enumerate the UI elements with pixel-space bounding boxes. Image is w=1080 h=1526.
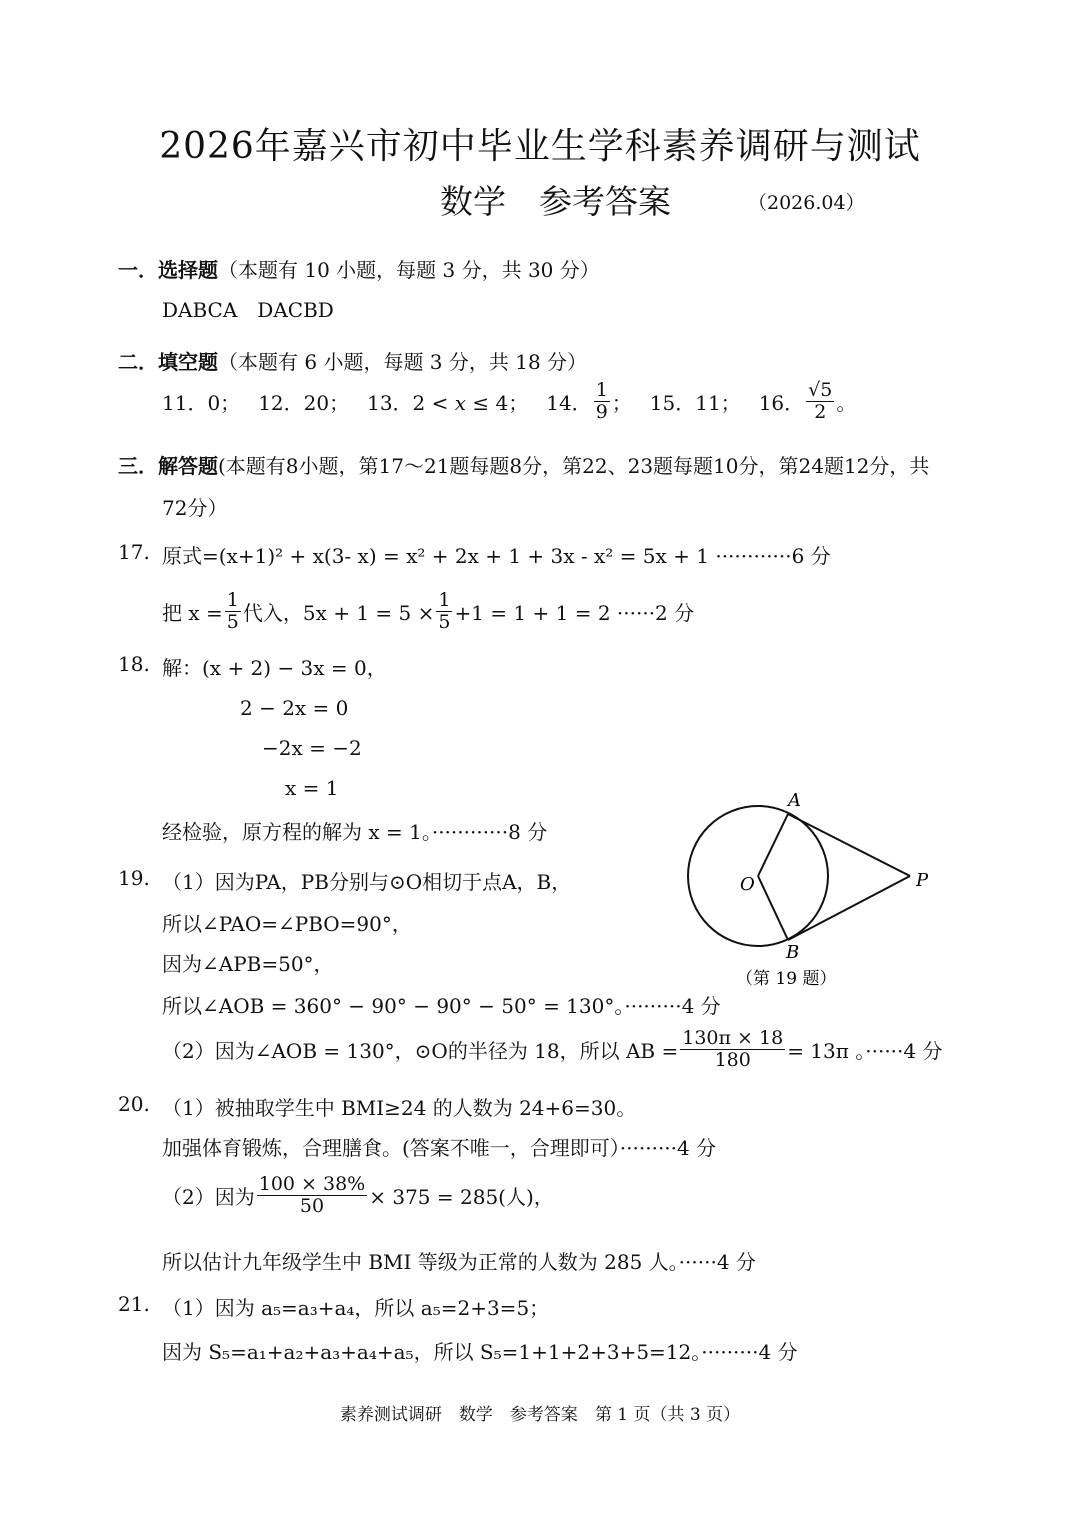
point-o-label: O — [740, 874, 755, 895]
point-a-label: A — [788, 790, 801, 811]
radius-oa — [758, 814, 788, 876]
q18-line4: x = 1 — [285, 776, 339, 800]
q18-line5: 经检验，原方程的解为 x = 1。············8 分 — [162, 820, 548, 844]
q17-label: 17. — [118, 540, 150, 564]
section1-answers: DABCA DACBD — [162, 298, 334, 322]
answer-14 — [546, 380, 632, 423]
figure-caption: （第 19 题） — [736, 969, 837, 989]
q20-p2 — [162, 1174, 554, 1217]
answer-16-post: 。 — [836, 390, 857, 415]
answer-16-pre: 16． — [758, 390, 805, 415]
tangent-pb — [788, 876, 910, 940]
section3-title — [118, 450, 929, 479]
q17-fraction-2-den: 5 — [438, 610, 451, 633]
section3-note-line2: 72分） — [162, 496, 228, 520]
section3-heading: 三．解答题 — [118, 454, 218, 478]
answer-16-num: √5 — [808, 379, 833, 401]
q21-line1: （1）因为 a₅=a₃+a₄，所以 a₅=2+3=5； — [162, 1296, 550, 1320]
section2-note: （本题有 6 小题，每题 3 分，共 18 分） — [218, 350, 588, 374]
q19-p1-line1: （1）因为PA，PB分别与⊙O相切于点A，B， — [162, 870, 572, 894]
section2-heading: 二．填空题 — [118, 350, 218, 374]
radius-ob — [758, 876, 788, 940]
answer-14-num: 1 — [595, 379, 608, 401]
q19-figure — [670, 780, 950, 1000]
q20-p2-pre: （2）因为 — [162, 1184, 255, 1209]
q19-label: 19. — [118, 866, 150, 890]
page-footer: 素养测试调研 数学 参考答案 第 1 页（共 3 页） — [339, 1405, 741, 1425]
answer-13-post: ≤ 4； — [466, 390, 529, 415]
q17-fraction-2 — [436, 590, 452, 633]
answer-12: 12．20； — [258, 390, 350, 415]
q18-line3: −2x = −2 — [262, 736, 362, 760]
answer-16-fraction — [806, 380, 834, 423]
q17-line1: 原式=(x+1)² + x(3- x) = x² + 2x + 1 + 3x - x² = 5x + 1 ············6 分 — [162, 544, 831, 568]
q20-p1-line2: 加强体育锻炼，合理膳食。(答案不唯一，合理即可）·········4 分 — [162, 1136, 717, 1160]
q20-p1-line1: （1）被抽取学生中 BMI≥24 的人数为 24+6=30。 — [162, 1096, 637, 1120]
q17-fraction-1-num: 1 — [226, 589, 239, 611]
q17-line2 — [162, 590, 694, 633]
answer-15: 15．11； — [649, 390, 741, 415]
q18-line1: 解：(x + 2) − 3x = 0， — [162, 656, 387, 680]
q17-line2-post: +1 = 1 + 1 = 2 ······2 分 — [454, 600, 695, 625]
q19-fraction-den: 180 — [714, 1048, 751, 1071]
q19-p1-line3: 因为∠APB=50°， — [162, 952, 334, 976]
answer-16-den: 2 — [814, 400, 827, 423]
answer-14-fraction — [594, 380, 610, 423]
answer-11: 11．0； — [162, 390, 241, 415]
answer-13-pre: 13．2 < — [367, 390, 455, 415]
q20-fraction-num: 100 × 38% — [258, 1173, 366, 1195]
section1-title — [118, 254, 600, 283]
page-subtitle: 数学 参考答案 — [440, 182, 671, 221]
q20-fraction-den: 50 — [299, 1194, 325, 1217]
q19-p2 — [162, 1028, 942, 1071]
q20-fraction — [257, 1174, 368, 1217]
q17-line2-mid: 代入，5x + 1 = 5 × — [242, 600, 435, 625]
q19-p2-post: = 13π 。······4 分 — [787, 1038, 943, 1063]
q17-fraction-1-den: 5 — [226, 610, 239, 633]
q18-line2: 2 − 2x = 0 — [240, 696, 349, 720]
answer-14-pre: 14． — [546, 390, 592, 415]
answer-14-post: ； — [611, 390, 632, 415]
q18-label: 18. — [118, 652, 150, 676]
exam-date: （2026.04） — [748, 192, 865, 214]
q19-p1-line2: 所以∠PAO=∠PBO=90°， — [162, 912, 412, 936]
point-b-label: B — [786, 942, 800, 963]
q17-fraction-1 — [225, 590, 241, 633]
page-title: 2026年嘉兴市初中毕业生学科素养调研与测试 — [159, 126, 921, 167]
q17-fraction-2-num: 1 — [438, 589, 451, 611]
answer-13 — [367, 387, 528, 416]
tangent-pa — [788, 814, 910, 876]
section1-heading: 一．选择题 — [118, 258, 218, 282]
q21-line2: 因为 S₅=a₁+a₂+a₃+a₄+a₅，所以 S₅=1+1+2+3+5=12。·········4 分 — [162, 1340, 798, 1364]
q20-p2-line2: 所以估计九年级学生中 BMI 等级为正常的人数为 285 人。······4 分 — [162, 1250, 756, 1274]
q20-label: 20. — [118, 1092, 150, 1116]
section2-title — [118, 346, 587, 375]
q19-fraction-num: 130π × 18 — [682, 1027, 784, 1049]
answer-16 — [759, 380, 857, 423]
answer-13-var: x — [454, 390, 467, 415]
section3-note-line1: (本题有8小题，第17～21题每题8分，第22、23题每题10分，第24题12分，共 — [218, 454, 930, 478]
section2-answers — [162, 380, 856, 423]
q17-line2-pre: 把 x = — [162, 600, 223, 625]
answer-14-den: 9 — [595, 400, 608, 423]
q19-p1-line4: 所以∠AOB = 360° − 90° − 90° − 50° = 130°。·········4 分 — [162, 994, 721, 1018]
section1-note: （本题有 10 小题，每题 3 分，共 30 分） — [218, 258, 600, 282]
q19-p2-pre: （2）因为∠AOB = 130°，⊙O的半径为 18，所以 AB = — [162, 1038, 679, 1063]
q21-label: 21. — [118, 1292, 150, 1316]
q19-fraction — [680, 1028, 785, 1071]
point-p-label: P — [916, 870, 929, 891]
q20-p2-post: × 375 = 285(人)， — [369, 1184, 554, 1209]
